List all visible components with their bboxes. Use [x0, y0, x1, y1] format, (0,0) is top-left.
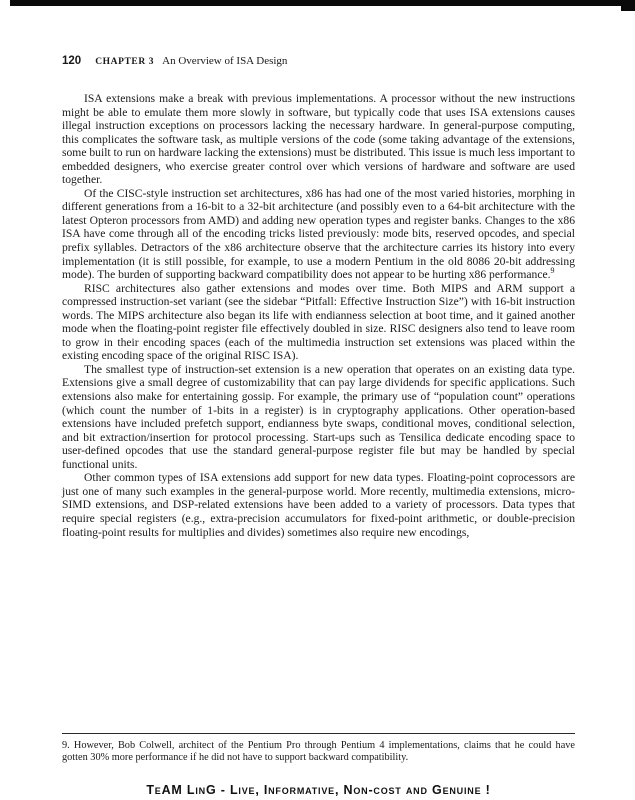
paragraph-text: ISA extensions make a break with previous implementations. A processor without the new instructions might be able to emulate them more slowly in software, but typically code that uses ISA extensions causes illegal instruction exceptions on processors lacking the necessary hardware. In general-purpose computing, this complicates the software task, as multiple versions of the code (some taking advantage of the extensions, some built to run on hardware lacking the extensions) must be distributed. This issue is much less important to embedded designers, who exercise greater control over which versions of hardware and software are used together. — [62, 92, 575, 187]
paragraph-new-data-types — [62, 471, 575, 539]
page-number: 120 — [62, 55, 82, 67]
paragraph-text: RISC architectures also gather extensions and modes over time. Both MIPS and ARM support a compressed instruction-set variant (see the sidebar “Pitfall: Effective Instruction Size”) with 16-bit instruction words. The MIPS architecture also began its life with endianness selection at boot time, and it gained another mode when the floating-point register file effectively doubled in size. RISC designers also tend to leave room to grow in their encoding spaces (each of the multimedia instruction set extensions was placed within the existing encoding space of the original RISC ISA). — [62, 281, 575, 363]
footnote-reference: 9 — [550, 266, 555, 276]
scan-edge-artifact — [10, 0, 635, 6]
page-header — [62, 51, 575, 69]
paragraph-smallest-extension — [62, 363, 575, 471]
body-text — [62, 92, 575, 539]
watermark-text: TeAM LinG - Live, Informative, Non-cost and Genuine ! — [146, 783, 491, 797]
paragraph-risc-extensions — [62, 282, 575, 363]
paragraph-text: The smallest type of instruction-set extension is a new operation that operates on an existing data type. Extensions give a small degree of customizability that can pay large dividends for specific applications. Such extensions also make for entertaining gossip. For example, the primary use of “population count” operations (which count the number of 1-bits in a register) is in cryptography applications. Other operation-based extensions have included prefetch support, endianness byte swaps, conditional moves, conditional selection, and bit extraction/insertion for protocol processing. Start-ups such as Tensilica dedicate encoding space to user-defined opcodes that use the standard general-purpose register file but may be handled by special functional units. — [62, 362, 575, 471]
paragraph-isa-extensions — [62, 92, 575, 187]
paragraph-text: Of the CISC-style instruction set architectures, x86 has had one of the most varied histories, morphing in different generations from a 16-bit to a 32-bit architecture (and possibly even to a 64-bit architecture with the latest Opteron processors from AMD) and adding new operation types and register banks. Changes to the x86 ISA have come through all of the encoding tricks listed previously: mode bits, reserved opcodes, and special prefix syllables. Detractors of the x86 architecture observe that the architecture carries its history into every implementation (it is still possible, for example, to use a modern Pentium in the old 8086 20-bit addressing mode). The burden of supporting backward compatibility does not appear to be hurting x86 performance. — [62, 186, 575, 282]
chapter-title: An Overview of ISA Design — [162, 55, 288, 67]
paragraph-text: Other common types of ISA extensions add support for new data types. Floating-point coprocessors are just one of many such examples in the general-purpose world. More recently, multimedia extensions, micro-SIMD extensions, and DSP-related extensions have been added to a variety of processors. Data types that require special registers (e.g., extra-precision accumulators for fixed-point arithmetic, or double-precision floating-point results for multiplies and divides) sometimes also require new encodings, — [62, 471, 575, 539]
paragraph-cisc-x86 — [62, 187, 575, 282]
footnote-divider — [62, 733, 575, 734]
chapter-label: CHAPTER 3 — [95, 57, 155, 67]
footnote: 9. However, Bob Colwell, architect of the Pentium Pro through Pentium 4 implementations, claims that he could have gotten 30% more performance if he did not have to support backward compatibility. — [62, 740, 575, 764]
scan-corner-artifact — [621, 0, 635, 11]
